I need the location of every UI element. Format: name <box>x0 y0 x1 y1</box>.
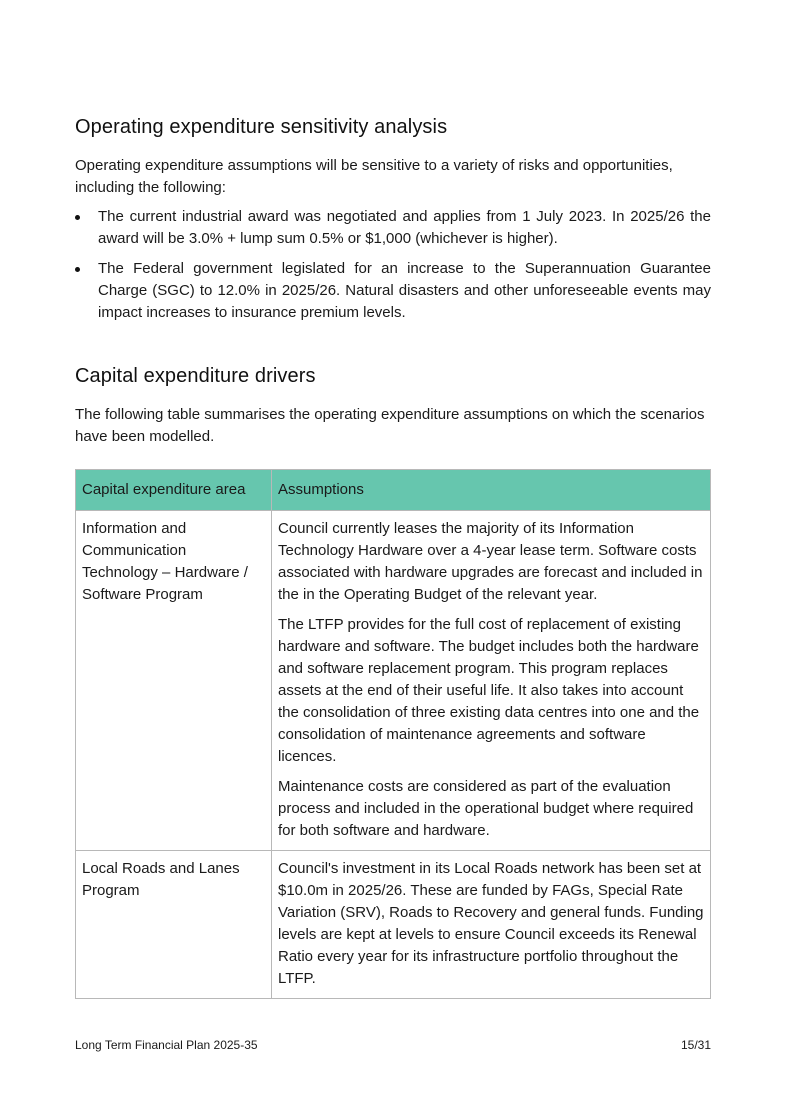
assumption-paragraph: Council's investment in its Local Roads network has been set at $10.0m in 2025/26. These are funded by FAGs, Special Rate Variation (SRV), Roads to Recovery and general funds. Funding levels are kept at levels to ensure Council exceeds its Renewal Ratio every year for its infrastructure portfolio throughout the LTFP. <box>278 860 704 987</box>
section-heading-capex-drivers: Capital expenditure drivers <box>75 365 316 387</box>
assumption-paragraph: Maintenance costs are considered as part of the evaluation process and included in the operational budget where required for both software and hardware. <box>278 778 694 839</box>
bullet-icon <box>75 267 80 272</box>
capex-assumptions-table <box>75 469 711 999</box>
column-header-area: Capital expenditure area <box>76 470 272 511</box>
area-cell: Local Roads and Lanes Program <box>76 851 272 999</box>
opex-intro-paragraph: Operating expenditure assumptions will be sensitive to a variety of risks and opportunities, including the following: <box>75 157 673 196</box>
footer-document-title: Long Term Financial Plan 2025-35 <box>75 1038 258 1052</box>
capex-intro-paragraph: The following table summarises the operating expenditure assumptions on which the scenarios have been modelled. <box>75 406 705 445</box>
assumption-paragraph: The LTFP provides for the full cost of replacement of existing hardware and software. The budget includes both the hardware and software replacement program. This program replaces assets at the end of their useful life. It also takes into account the consolidation of three existing data centres into one and the consolidation of maintenance agreements and software licences. <box>278 616 700 765</box>
bullet-item <box>75 258 711 324</box>
section-heading-opex-sensitivity: Operating expenditure sensitivity analysis <box>75 116 448 138</box>
table-row <box>76 511 711 851</box>
table-header-row <box>76 470 711 511</box>
area-cell: Information and Communication Technology – Hardware / Software Program <box>76 511 272 851</box>
assumptions-cell <box>272 511 711 851</box>
table-row <box>76 851 711 999</box>
bullet-text: The Federal government legislated for an increase to the Superannuation Guarantee Charge (SGC) to 12.0% in 2025/26. Natural disasters and other unforeseeable events may impact increases to insurance premium levels. <box>98 260 711 321</box>
opex-bullet-list <box>75 206 711 332</box>
footer-page-number: 15/31 <box>680 1038 711 1052</box>
assumptions-cell <box>272 851 711 999</box>
bullet-text: The current industrial award was negotiated and applies from 1 July 2023. In 2025/26 the award will be 3.0% + lump sum 0.5% or $1,000 (whichever is higher). <box>98 208 711 247</box>
bullet-icon <box>75 215 80 220</box>
bullet-item <box>75 206 711 250</box>
page-footer <box>75 1038 711 1052</box>
assumption-paragraph: Council currently leases the majority of its Information Technology Hardware over a 4-year lease term. Software costs associated with hardware upgrades are forecast and included in the in the Operating Budget of the relevant year. <box>278 520 703 603</box>
column-header-assumptions: Assumptions <box>272 470 711 511</box>
